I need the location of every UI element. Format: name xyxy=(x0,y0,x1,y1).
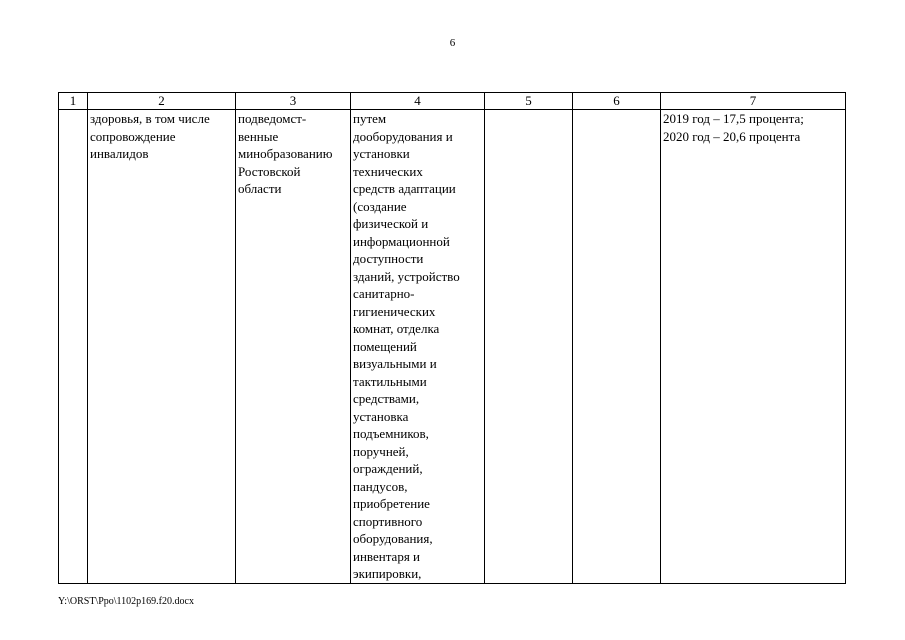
footer-file-path: Y:\ORST\Ppo\1102p169.f20.docx xyxy=(58,596,194,607)
column-header-7: 7 xyxy=(661,93,846,110)
cell-col-1 xyxy=(59,110,88,584)
cell-col-3: подведомст- венные минобразованию Ростовской области xyxy=(236,110,351,584)
page-number: 6 xyxy=(449,37,456,49)
cell-col-2: здоровья, в том числе сопровождение инвалидов xyxy=(88,110,236,584)
column-header-2: 2 xyxy=(88,93,236,110)
cell-col-4: путем дооборудования и установки технических средств адаптации (создание физической и информационной доступности зданий, устройство санитарно- гигиенических комнат, отделка помещений визуальными и тактильными средствами, установка подъемников, поручней, ограждений, пандусов, приобретение спортивного оборудования, инвентаря и экипировки, xyxy=(351,110,485,584)
column-header-4: 4 xyxy=(351,93,485,110)
table-row xyxy=(59,110,846,584)
column-header-1: 1 xyxy=(59,93,88,110)
cell-col-5 xyxy=(485,110,573,584)
document-table xyxy=(58,92,846,584)
cell-col-6 xyxy=(573,110,661,584)
column-header-5: 5 xyxy=(485,93,573,110)
cell-col-7: 2019 год – 17,5 процента; 2020 год – 20,6 процента xyxy=(661,110,846,584)
column-header-6: 6 xyxy=(573,93,661,110)
column-header-3: 3 xyxy=(236,93,351,110)
table-header-row xyxy=(59,93,846,110)
